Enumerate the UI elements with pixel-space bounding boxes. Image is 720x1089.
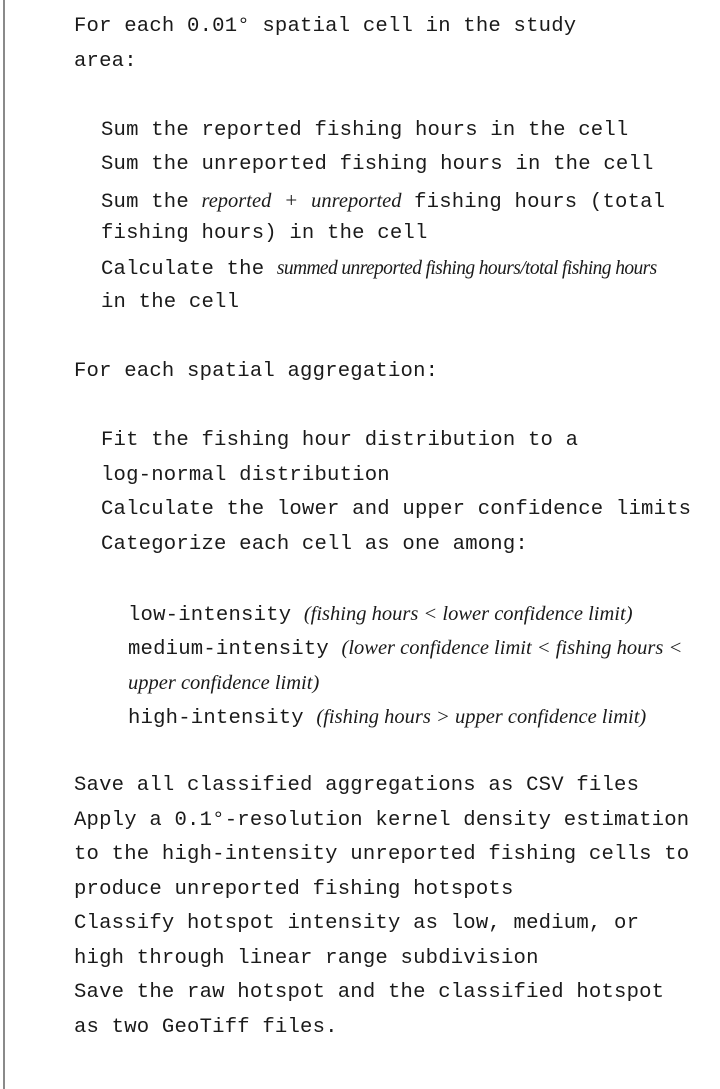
blank-line (0, 735, 720, 770)
algo-line-mixed (0, 597, 720, 632)
algo-line-mixed (0, 700, 720, 735)
blank-line (0, 79, 720, 114)
algo-line: Save all classified aggregations as CSV files (74, 774, 640, 797)
algo-line-mixed (0, 183, 720, 218)
algo-line: Categorize each cell as one among: (101, 532, 528, 556)
math-operator: + (285, 187, 298, 212)
algo-line: For each 0.01° spatial cell in the study (74, 15, 577, 38)
math-term: unreported (311, 189, 402, 212)
algo-line-mixed (0, 666, 720, 701)
algo-line: to the high-intensity unreported fishing cells to (74, 843, 690, 866)
algo-line: in the cell (101, 291, 240, 314)
category-label: high-intensity (128, 707, 304, 730)
math-expression: summed unreported fishing hours/total fishing hours (276, 257, 657, 279)
math-term: reported (201, 189, 272, 212)
text-segment: Sum the (101, 190, 189, 214)
algo-line: high through linear range subdivision (74, 946, 539, 970)
algorithm-block (0, 10, 720, 1045)
algo-line: area: (74, 49, 137, 73)
blank-line (0, 562, 720, 597)
text-segment: fishing hours (total (414, 190, 666, 214)
blank-line (0, 390, 720, 425)
category-label: low-intensity (128, 603, 292, 627)
math-condition: (fishing hours > upper confidence limit) (316, 706, 647, 728)
algo-line: produce unreported fishing hotspots (74, 877, 514, 901)
algo-line: Apply a 0.1°-resolution kernel density estimation (74, 808, 690, 832)
math-condition: upper confidence limit) (128, 671, 320, 694)
algo-line: Sum the unreported fishing hours in the cell (101, 153, 654, 176)
algo-line: For each spatial aggregation: (74, 360, 439, 383)
blank-line (0, 321, 720, 356)
algo-line: Fit the fishing hour distribution to a (101, 429, 579, 452)
algo-line-mixed (0, 631, 720, 666)
text-segment: Calculate the (101, 257, 265, 281)
algo-line: Save the raw hotspot and the classified hotspot (74, 981, 665, 1004)
algo-line: fishing hours) in the cell (101, 222, 428, 245)
algo-line: log-normal distribution (101, 463, 390, 487)
algo-line-mixed (0, 252, 720, 287)
algo-line: as two GeoTiff files. (74, 1015, 338, 1039)
algo-line: Classify hotspot intensity as low, medium, or (74, 912, 640, 935)
algo-line: Sum the reported fishing hours in the cell (101, 118, 629, 142)
math-condition: (fishing hours < lower confidence limit) (303, 602, 633, 625)
math-condition: (lower confidence limit < fishing hours < (341, 637, 683, 659)
algo-line: Calculate the lower and upper confidence limits (101, 498, 692, 521)
category-label: medium-intensity (128, 638, 329, 661)
